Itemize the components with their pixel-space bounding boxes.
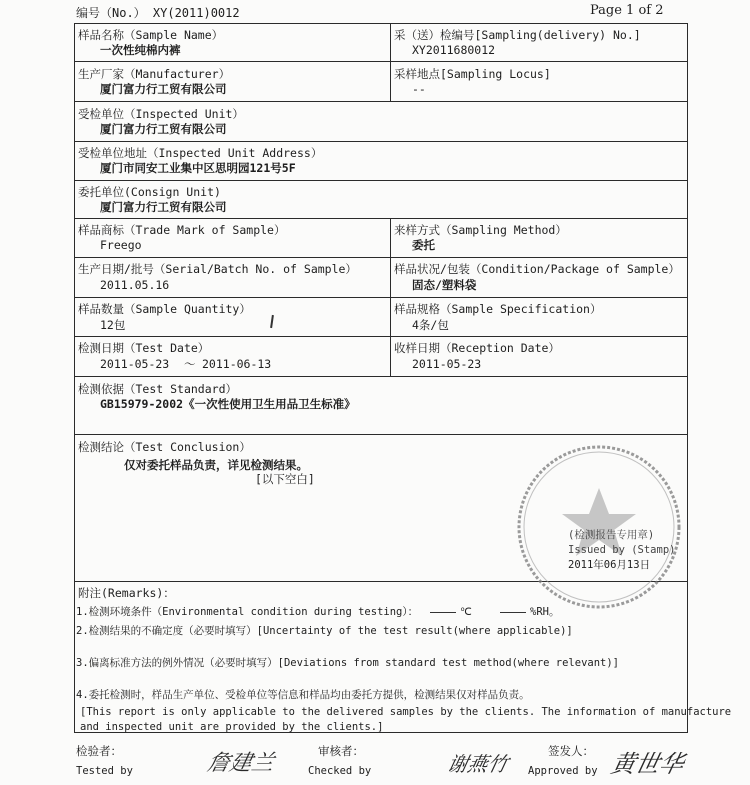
trade-mark-label: 样品商标（Trade Mark of Sample） (78, 223, 286, 237)
reception-date-value: 2011-05-23 (412, 357, 482, 371)
tester-signature: 詹建兰 (204, 751, 277, 776)
quantity-label: 样品数量（Sample Quantity） (78, 302, 251, 316)
quantity-value: 12包 (100, 318, 126, 332)
humidity-blank (500, 612, 526, 613)
stamp-caption: (检测报告专用章) (568, 529, 655, 541)
tested-by-label-cn: 检验者： (76, 744, 122, 758)
condition-value: 固态/塑料袋 (412, 278, 477, 292)
row-divider (75, 376, 688, 377)
manufacturer-value: 厦门富力行工贸有限公司 (100, 82, 227, 96)
row-divider (75, 257, 688, 258)
row-divider (75, 434, 688, 435)
serial-batch-label: 生产日期/批号（Serial/Batch No. of Sample） (78, 262, 357, 276)
test-date-separator: ～ (184, 357, 196, 371)
sampling-no-value: XY2011680012 (412, 43, 496, 57)
tested-by-label-en: Tested by (76, 765, 133, 777)
column-divider (390, 218, 391, 376)
inspected-address-label: 受检单位地址（Inspected Unit Address） (78, 146, 323, 160)
approver-signature: 黄世华 (608, 750, 687, 778)
sample-name-value: 一次性纯棉内裤 (100, 43, 181, 57)
conclusion-value: 仅对委托样品负责，详见检测结果。 (124, 458, 308, 472)
temperature-unit: ℃ (460, 606, 472, 618)
test-standard-value: GB15979-2002《一次性使用卫生用品卫生标准》 (100, 397, 356, 411)
trade-mark-value: Freego (100, 238, 142, 252)
inspected-unit-value: 厦门富力行工贸有限公司 (100, 122, 227, 136)
conclusion-label: 检测结论（Test Conclusion） (78, 440, 251, 454)
sampling-method-label: 来样方式（Sampling Method） (394, 223, 567, 237)
remark-deviations: 3.偏离标准方法的例外情况（必要时填写）[Deviations from standard test method(where relevant)] (76, 657, 620, 669)
test-date-label: 检测日期（Test Date） (78, 341, 210, 355)
checked-by-label-cn: 审核者： (318, 744, 364, 758)
inspected-unit-label: 受检单位（Inspected Unit） (78, 107, 244, 121)
test-date-to: 2011-06-13 (202, 357, 272, 371)
sampling-no-label: 采（送）检编号[Sampling(delivery) No.] (394, 28, 641, 42)
row-divider (75, 101, 688, 102)
remark-disclaimer-line1: [This report is only applicable to the delivered samples by the clients. The information of manufacture (80, 706, 732, 718)
sample-name-label: 样品名称（Sample Name） (78, 28, 224, 42)
consign-unit-label: 委托单位(Consign Unit) (78, 185, 221, 199)
remark-consign-note: 4.委托检测时，样品生产单位、受检单位等信息和样品均由委托方提供，检测结果仅对样品负责。 (76, 689, 530, 701)
official-seal (514, 442, 684, 612)
reception-date-label: 收样日期（Reception Date） (394, 341, 560, 355)
specification-label: 样品规格（Sample Specification） (394, 302, 602, 316)
sampling-method-value: 委托 (412, 238, 435, 252)
manufacturer-label: 生产厂家（Manufacturer） (78, 67, 231, 81)
inspected-address-value: 厦门市同安工业集中区思明园121号5F (100, 161, 296, 175)
remark-environment: 1.检测环境条件（Environmental condition during testing）： (76, 606, 419, 618)
stamp-issued-by: Issued by (Stamp) (568, 544, 676, 556)
sampling-locus-value: -- (412, 82, 426, 96)
approved-by-label-en: Approved by (528, 765, 598, 777)
row-divider (75, 218, 688, 219)
remarks-title: 附注(Remarks)： (78, 586, 175, 600)
blank-below-note: [以下空白] (255, 472, 315, 486)
checked-by-label-en: Checked by (308, 765, 372, 777)
sampling-locus-label: 采样地点[Sampling Locus] (394, 67, 551, 81)
row-divider (75, 297, 688, 298)
column-divider (390, 61, 391, 102)
consign-unit-value: 厦门富力行工贸有限公司 (100, 200, 227, 214)
test-standard-label: 检测依据（Test Standard） (78, 382, 238, 396)
remark-disclaimer-line2: and inspected unit are provided by the clients.] (80, 721, 384, 733)
specification-value: 4条/包 (412, 318, 449, 332)
row-divider (75, 336, 688, 337)
serial-batch-value: 2011.05.16 (100, 278, 170, 292)
test-date-from: 2011-05-23 (100, 357, 170, 371)
column-divider (390, 23, 391, 62)
condition-label: 样品状况/包装（Condition/Package of Sample） (394, 262, 680, 276)
remark-uncertainty: 2.检测结果的不确定度（必要时填写）[Uncertainty of the test result(where applicable)] (76, 625, 573, 637)
row-divider (75, 141, 688, 142)
page-indicator: Page 1 of 2 (590, 3, 664, 18)
humidity-unit: %RH。 (530, 606, 560, 618)
row-divider (75, 180, 688, 181)
approved-by-label-cn: 签发人： (548, 744, 594, 758)
checker-signature: 谢燕竹 (445, 752, 511, 776)
temperature-blank (430, 612, 456, 613)
row-divider (75, 61, 688, 62)
stamp-date: 2011年06月13日 (568, 559, 651, 571)
document-number: 编号（No.） XY(2011)0012 (76, 6, 240, 20)
